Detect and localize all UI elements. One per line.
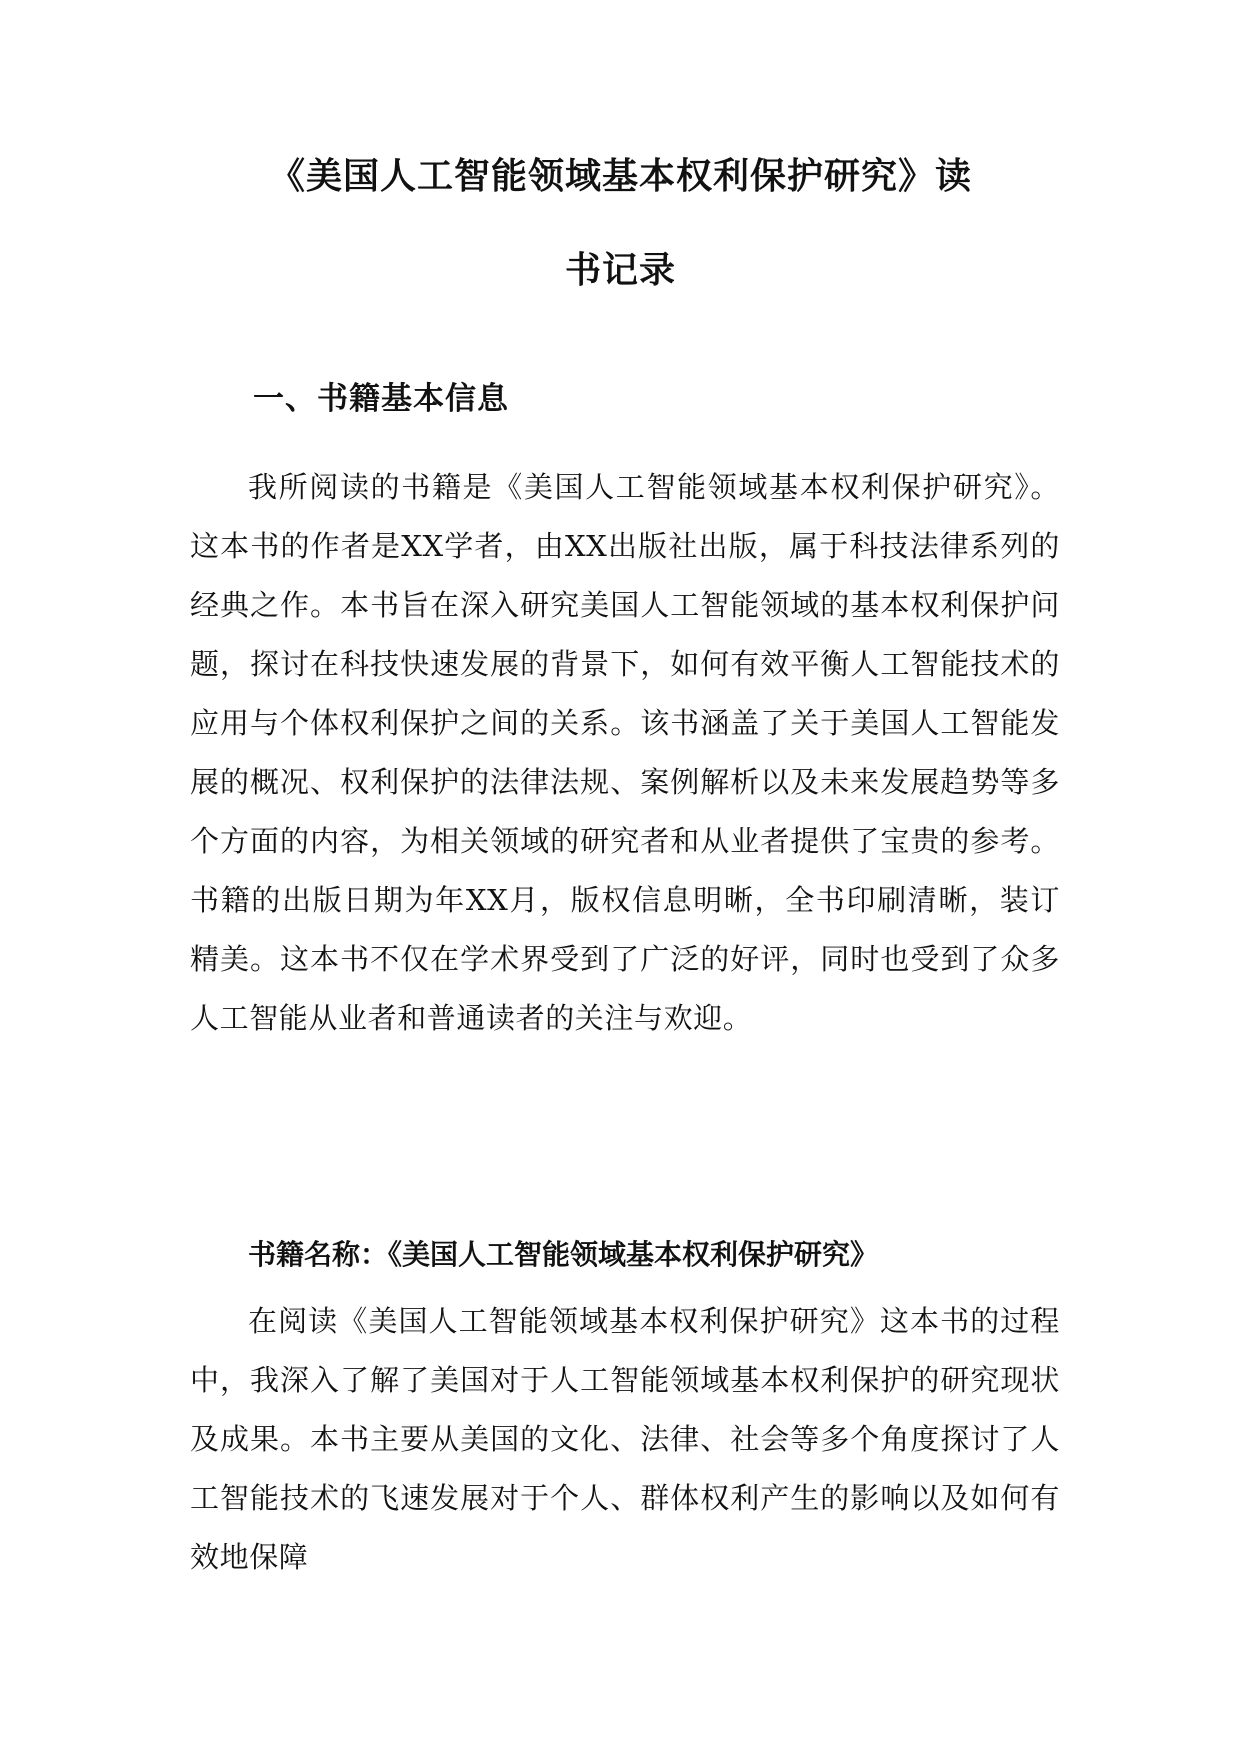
paragraph-reading-notes: 在阅读《美国人工智能领域基本权利保护研究》这本书的过程中，我深入了解了美国对于人工智能领域基本权利保护的研究现状及成果。本书主要从美国的文化、法律、社会等多个角度探讨了人工智能技术的飞速发展对于个人、群体权利产生的影响以及如何有效地保障 (190, 1304, 1060, 1574)
document-title-line-2: 书记录 (564, 250, 676, 291)
document-title-line-1: 《美国人工智能领域基本权利保护研究》读 (268, 156, 972, 197)
section-heading-basic-info: 一、书籍基本信息 (253, 381, 509, 417)
paragraph-book-info: 我所阅读的书籍是《美国人工智能领域基本权利保护研究》。这本书的作者是XX学者，由XX出版社出版，属于科技法律系列的经典之作。本书旨在深入研究美国人工智能领域的基本权利保护问题，探讨在科技快速发展的背景下，如何有效平衡人工智能技术的应用与个体权利保护之间的关系。该书涵盖了关于美国人工智能发展的概况、权利保护的法律法规、案例解析以及未来发展趋势等多个方面的内容，为相关领域的研究者和从业者提供了宝贵的参考。书籍的出版日期为年XX月，版权信息明晰，全书印刷清晰，装订精美。这本书不仅在学术界受到了广泛的好评，同时也受到了众多人工智能从业者和普通读者的关注与欢迎。 (190, 470, 1060, 1035)
book-name-line: 书籍名称：《美国人工智能领域基本权利保护研究》 (248, 1238, 879, 1271)
